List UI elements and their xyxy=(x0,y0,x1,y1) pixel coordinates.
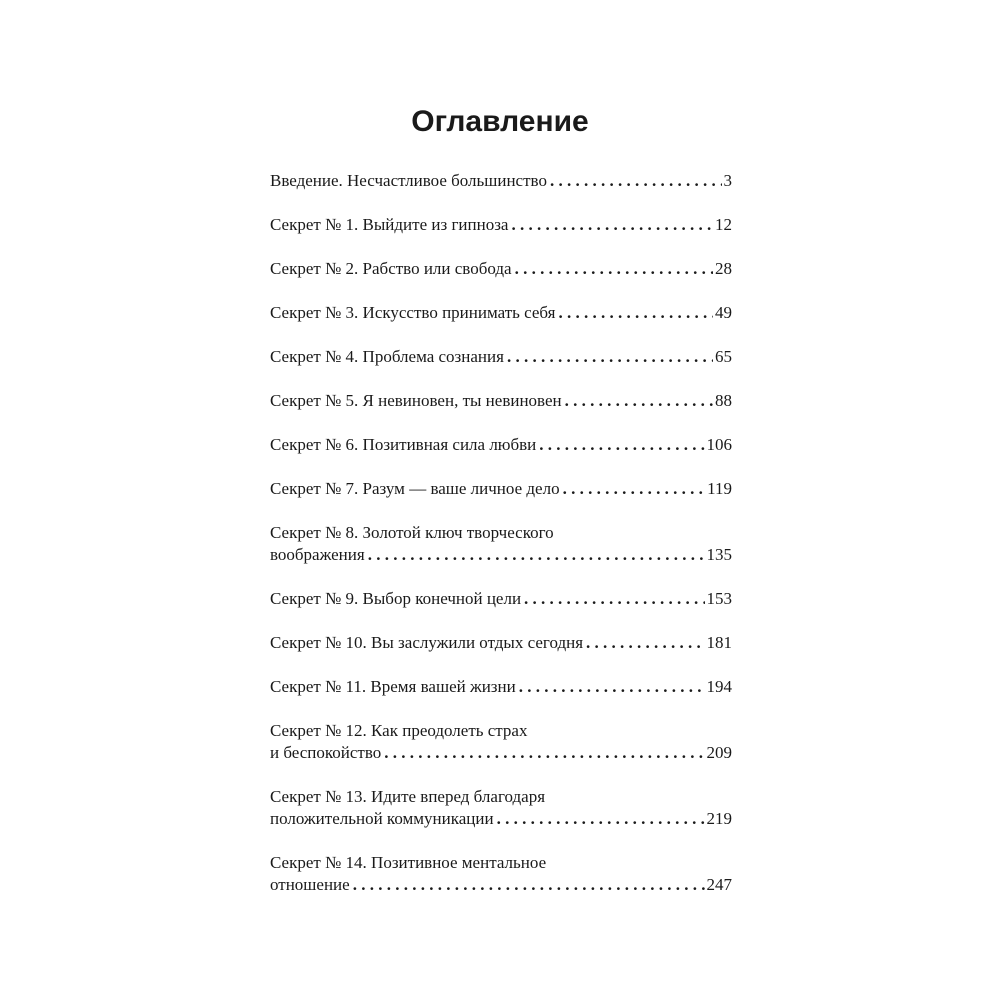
toc-entry xyxy=(270,258,732,280)
toc-entry xyxy=(270,786,732,830)
toc-leader-dots xyxy=(368,544,705,566)
toc-entry xyxy=(270,632,732,654)
toc-leader-dots xyxy=(497,808,705,830)
toc-entry-title: Секрет № 6. Позитивная сила любви xyxy=(270,435,537,454)
toc-leader-dots xyxy=(539,434,704,456)
toc-entry xyxy=(270,478,732,500)
toc-page-number: 209 xyxy=(706,743,732,762)
toc-leader-dots xyxy=(586,632,704,654)
toc-entry-title: Секрет № 1. Выйдите из гипноза xyxy=(270,215,509,234)
toc-page-number: 49 xyxy=(715,303,732,322)
toc-entry xyxy=(270,390,732,412)
toc-leader-dots xyxy=(507,346,713,368)
toc-page-number: 247 xyxy=(706,875,732,894)
toc-entry-title: Секрет № 9. Выбор конечной цели xyxy=(270,589,522,608)
toc-leader-dots xyxy=(384,742,704,764)
toc-page-number: 106 xyxy=(706,435,732,454)
toc-entry xyxy=(270,852,732,896)
toc-entry-title-line1: Секрет № 8. Золотой ключ творческого xyxy=(270,523,554,542)
toc-entry-title: Секрет № 2. Рабство или свобода xyxy=(270,259,512,278)
toc-entry-title: отношение xyxy=(270,875,350,894)
toc-entry-title: Секрет № 7. Разум — ваше личное дело xyxy=(270,479,560,498)
toc-entry-title: Секрет № 3. Искусство принимать себя xyxy=(270,303,556,322)
toc-leader-dots xyxy=(565,390,713,412)
toc-entry xyxy=(270,522,732,566)
toc-entry xyxy=(270,346,732,368)
toc-page-number: 65 xyxy=(715,347,732,366)
toc-entry-title: Секрет № 10. Вы заслужили отдых сегодня xyxy=(270,633,584,652)
toc-leader-dots xyxy=(563,478,706,500)
toc-entry xyxy=(270,588,732,610)
table-of-contents xyxy=(270,170,732,896)
toc-leader-dots xyxy=(353,874,705,896)
toc-entry xyxy=(270,434,732,456)
toc-page-number: 153 xyxy=(706,589,732,608)
toc-entry-title-line1: Секрет № 12. Как преодолеть страх xyxy=(270,721,528,740)
toc-leader-dots xyxy=(558,302,713,324)
toc-page-number: 194 xyxy=(706,677,732,696)
toc-page-number: 28 xyxy=(715,259,732,278)
toc-leader-dots xyxy=(550,170,722,192)
toc-leader-dots xyxy=(511,214,713,236)
page-title: Оглавление xyxy=(411,105,589,138)
toc-page-number: 3 xyxy=(723,171,732,190)
toc-page-number: 135 xyxy=(706,545,732,564)
toc-page-number: 219 xyxy=(706,809,732,828)
toc-entry-title: Секрет № 5. Я невиновен, ты невиновен xyxy=(270,391,562,410)
toc-entry xyxy=(270,170,732,192)
toc-entry-title: Введение. Несчастливое большинство xyxy=(270,171,547,190)
toc-entry xyxy=(270,302,732,324)
toc-entry-title: Секрет № 11. Время вашей жизни xyxy=(270,677,516,696)
toc-entry xyxy=(270,676,732,698)
toc-entry-title: воображения xyxy=(270,545,365,564)
toc-page-number: 181 xyxy=(706,633,732,652)
toc-page-number: 88 xyxy=(715,391,732,410)
toc-leader-dots xyxy=(524,588,704,610)
toc-entry-title: Секрет № 4. Проблема сознания xyxy=(270,347,504,366)
toc-entry xyxy=(270,720,732,764)
toc-leader-dots xyxy=(515,258,713,280)
toc-entry-title-line1: Секрет № 13. Идите вперед благодаря xyxy=(270,787,546,806)
toc-leader-dots xyxy=(519,676,705,698)
toc-page-number: 12 xyxy=(715,215,732,234)
toc-entry xyxy=(270,214,732,236)
toc-entry-title: положительной коммуникации xyxy=(270,809,494,828)
toc-entry-title-line1: Секрет № 14. Позитивное ментальное xyxy=(270,853,547,872)
toc-page-number: 119 xyxy=(707,479,732,498)
toc-entry-title: и беспокойство xyxy=(270,743,382,762)
